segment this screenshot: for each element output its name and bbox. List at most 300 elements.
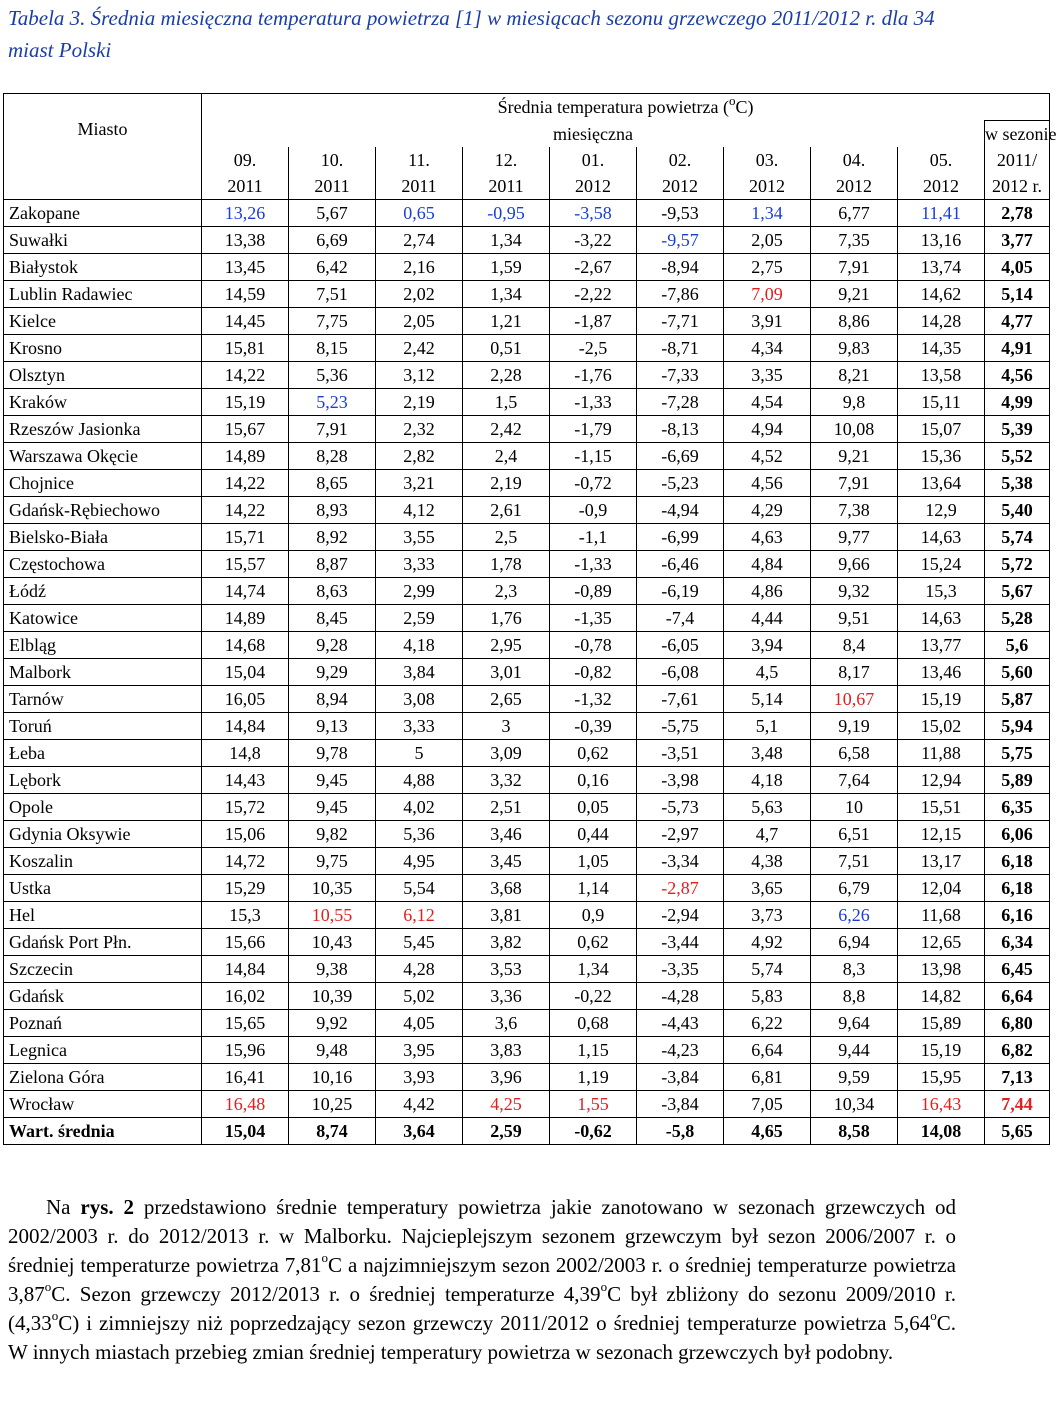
month-value-cell: -1,15 bbox=[550, 443, 637, 470]
month-value-cell: 12,65 bbox=[898, 929, 985, 956]
table-header bbox=[4, 93, 1056, 200]
month-value-cell: 4,44 bbox=[724, 605, 811, 632]
table-row bbox=[4, 929, 1050, 956]
month-value-cell: 7,91 bbox=[811, 254, 898, 281]
month-value-cell: 9,75 bbox=[289, 848, 376, 875]
month-value-cell: 9,28 bbox=[289, 632, 376, 659]
month-value-cell: 15,67 bbox=[202, 416, 289, 443]
city-cell: Gdańsk bbox=[4, 983, 202, 1010]
month-value-cell: -2,94 bbox=[637, 902, 724, 929]
month-value-cell: 1,34 bbox=[550, 956, 637, 983]
month-value-cell: 4,34 bbox=[724, 335, 811, 362]
month-header-5 bbox=[637, 147, 724, 200]
month-value-cell: 9,29 bbox=[289, 659, 376, 686]
city-cell: Olsztyn bbox=[4, 362, 202, 389]
month-value-cell: 0,44 bbox=[550, 821, 637, 848]
month-value-cell: -0,82 bbox=[550, 659, 637, 686]
month-value-cell: 0,9 bbox=[550, 902, 637, 929]
month-value-cell: 3,82 bbox=[463, 929, 550, 956]
month-value-cell: 3,45 bbox=[463, 848, 550, 875]
month-value-cell: -3,84 bbox=[637, 1064, 724, 1091]
month-value-cell: 6,77 bbox=[811, 200, 898, 227]
table-row bbox=[4, 902, 1050, 929]
month-value-cell: 15,02 bbox=[898, 713, 985, 740]
season-value-cell: 6,34 bbox=[985, 929, 1050, 956]
month-value-cell: 9,21 bbox=[811, 281, 898, 308]
month-value-cell: 2,3 bbox=[463, 578, 550, 605]
month-value-cell: 5,63 bbox=[724, 794, 811, 821]
month-value-cell: 6,94 bbox=[811, 929, 898, 956]
month-value-cell: 8,21 bbox=[811, 362, 898, 389]
month-value-cell: -1,79 bbox=[550, 416, 637, 443]
month-label: 02. bbox=[668, 150, 692, 170]
month-value-cell: 6,51 bbox=[811, 821, 898, 848]
month-value-cell: 15,81 bbox=[202, 335, 289, 362]
month-value-cell: 3,91 bbox=[724, 308, 811, 335]
month-value-cell: 0,05 bbox=[550, 794, 637, 821]
month-value-cell: 15,36 bbox=[898, 443, 985, 470]
month-value-cell: 4,28 bbox=[376, 956, 463, 983]
month-value-cell: 15,11 bbox=[898, 389, 985, 416]
month-value-cell: 3,53 bbox=[463, 956, 550, 983]
month-value-cell: 10,67 bbox=[811, 686, 898, 713]
table-row bbox=[4, 1091, 1050, 1118]
month-value-cell: 15,19 bbox=[202, 389, 289, 416]
month-value-cell: 3,33 bbox=[376, 713, 463, 740]
month-header-2 bbox=[376, 147, 463, 200]
month-value-cell: -5,8 bbox=[637, 1118, 724, 1145]
month-value-cell: 14,28 bbox=[898, 308, 985, 335]
month-value-cell: 4,18 bbox=[376, 632, 463, 659]
month-value-cell: 3 bbox=[463, 713, 550, 740]
city-cell: Rzeszów Jasionka bbox=[4, 416, 202, 443]
month-value-cell: 4,18 bbox=[724, 767, 811, 794]
month-value-cell: 9,66 bbox=[811, 551, 898, 578]
season-value-cell: 4,56 bbox=[985, 362, 1050, 389]
year-label: 2012 r. bbox=[992, 176, 1043, 196]
month-header-8 bbox=[898, 147, 985, 200]
month-value-cell: 4,86 bbox=[724, 578, 811, 605]
month-value-cell: 9,48 bbox=[289, 1037, 376, 1064]
month-value-cell: 14,62 bbox=[898, 281, 985, 308]
month-value-cell: 7,09 bbox=[724, 281, 811, 308]
year-label: 2011 bbox=[401, 176, 437, 196]
month-value-cell: 8,93 bbox=[289, 497, 376, 524]
month-value-cell: 10,25 bbox=[289, 1091, 376, 1118]
month-value-cell: 6,22 bbox=[724, 1010, 811, 1037]
month-value-cell: 0,62 bbox=[550, 740, 637, 767]
city-cell: Szczecin bbox=[4, 956, 202, 983]
month-value-cell: 5,02 bbox=[376, 983, 463, 1010]
month-value-cell: 2,74 bbox=[376, 227, 463, 254]
month-value-cell: 9,32 bbox=[811, 578, 898, 605]
month-value-cell: 9,92 bbox=[289, 1010, 376, 1037]
month-value-cell: -3,84 bbox=[637, 1091, 724, 1118]
season-value-cell: 5,65 bbox=[985, 1118, 1050, 1145]
month-value-cell: 3,55 bbox=[376, 524, 463, 551]
month-value-cell: 14,74 bbox=[202, 578, 289, 605]
body-paragraph: Na rys. 2 przedstawiono średnie temperatury powietrza jakie zanotowano w sezonach grzewczych od 2002/2003 r. do 2012/2013 r. w Malborku. Najcieplejszym sezonem grzewczym był sezon 2006/2007 r. o średniej temperaturze powietrza 7,81$^o$C a najzimniejszym sezon 2002/2003 r. o średniej temperaturze powietrza 3,87$^o$C. Sezon grzewczy 2012/2013 r. o średniej temperaturze 4,39$^o$C był zbliżony do sezonu 2009/2010 r. (4,33$^o$C) i zimniejszy niż poprzedzający sezon grzewczy 2011/2012 o średniej temperaturze powietrza 5,64$^o$C. W innych miastach przebieg zmian średniej temperatury powietrza w sezonach grzewczych był podobny. bbox=[8, 1195, 956, 1364]
month-value-cell: -0,39 bbox=[550, 713, 637, 740]
city-cell: Koszalin bbox=[4, 848, 202, 875]
month-value-cell: 9,51 bbox=[811, 605, 898, 632]
month-value-cell: 12,94 bbox=[898, 767, 985, 794]
month-value-cell: 2,19 bbox=[463, 470, 550, 497]
month-value-cell: 15,51 bbox=[898, 794, 985, 821]
month-value-cell: 4,92 bbox=[724, 929, 811, 956]
month-value-cell: 14,59 bbox=[202, 281, 289, 308]
month-value-cell: 5,83 bbox=[724, 983, 811, 1010]
city-cell: Poznań bbox=[4, 1010, 202, 1037]
month-value-cell: -1,32 bbox=[550, 686, 637, 713]
month-value-cell: 0,51 bbox=[463, 335, 550, 362]
month-value-cell: -2,22 bbox=[550, 281, 637, 308]
month-header-1 bbox=[289, 147, 376, 200]
month-value-cell: 2,61 bbox=[463, 497, 550, 524]
year-label: 2011 bbox=[227, 176, 263, 196]
month-value-cell: 13,98 bbox=[898, 956, 985, 983]
month-value-cell: 2,82 bbox=[376, 443, 463, 470]
month-value-cell: 14,22 bbox=[202, 470, 289, 497]
city-cell: Gdańsk Port Płn. bbox=[4, 929, 202, 956]
month-value-cell: 6,26 bbox=[811, 902, 898, 929]
season-value-cell: 6,82 bbox=[985, 1037, 1050, 1064]
month-value-cell: 0,16 bbox=[550, 767, 637, 794]
month-value-cell: 1,14 bbox=[550, 875, 637, 902]
month-value-cell: 9,64 bbox=[811, 1010, 898, 1037]
month-value-cell: 10,08 bbox=[811, 416, 898, 443]
month-label: 01. bbox=[581, 150, 605, 170]
month-value-cell: -2,5 bbox=[550, 335, 637, 362]
month-value-cell: 8,15 bbox=[289, 335, 376, 362]
table-row bbox=[4, 632, 1050, 659]
month-value-cell: 10,55 bbox=[289, 902, 376, 929]
season-value-cell: 5,38 bbox=[985, 470, 1050, 497]
month-value-cell: 8,17 bbox=[811, 659, 898, 686]
month-value-cell: 9,45 bbox=[289, 767, 376, 794]
month-value-cell: 13,64 bbox=[898, 470, 985, 497]
season-value-cell: 7,13 bbox=[985, 1064, 1050, 1091]
month-value-cell: 15,57 bbox=[202, 551, 289, 578]
month-value-cell: 9,38 bbox=[289, 956, 376, 983]
month-value-cell: 5,54 bbox=[376, 875, 463, 902]
month-value-cell: 13,38 bbox=[202, 227, 289, 254]
month-value-cell: 5,67 bbox=[289, 200, 376, 227]
month-value-cell: 2,99 bbox=[376, 578, 463, 605]
month-value-cell: 12,04 bbox=[898, 875, 985, 902]
temperature-table bbox=[3, 93, 1056, 1145]
month-value-cell: 5,36 bbox=[376, 821, 463, 848]
month-value-cell: 1,55 bbox=[550, 1091, 637, 1118]
table-row bbox=[4, 821, 1050, 848]
table-body bbox=[4, 200, 1050, 1145]
month-value-cell: -4,94 bbox=[637, 497, 724, 524]
month-value-cell: 14,45 bbox=[202, 308, 289, 335]
month-value-cell: -1,35 bbox=[550, 605, 637, 632]
month-value-cell: 0,68 bbox=[550, 1010, 637, 1037]
month-value-cell: 3,36 bbox=[463, 983, 550, 1010]
city-cell: Tarnów bbox=[4, 686, 202, 713]
month-value-cell: 10,39 bbox=[289, 983, 376, 1010]
table-row bbox=[4, 470, 1050, 497]
month-value-cell: -1,76 bbox=[550, 362, 637, 389]
month-value-cell: 2,02 bbox=[376, 281, 463, 308]
season-value-cell: 2,78 bbox=[985, 200, 1050, 227]
month-value-cell: 3,84 bbox=[376, 659, 463, 686]
month-value-cell: 9,19 bbox=[811, 713, 898, 740]
year-label: 2011 bbox=[488, 176, 524, 196]
month-value-cell: 14,68 bbox=[202, 632, 289, 659]
month-value-cell: 7,64 bbox=[811, 767, 898, 794]
month-value-cell: 13,46 bbox=[898, 659, 985, 686]
table-row bbox=[4, 740, 1050, 767]
month-value-cell: 5,1 bbox=[724, 713, 811, 740]
month-header-7 bbox=[811, 147, 898, 200]
month-value-cell: 8,45 bbox=[289, 605, 376, 632]
month-value-cell: -7,28 bbox=[637, 389, 724, 416]
city-cell: Legnica bbox=[4, 1037, 202, 1064]
month-value-cell: -1,33 bbox=[550, 389, 637, 416]
city-cell: Bielsko-Biała bbox=[4, 524, 202, 551]
month-value-cell: 8,3 bbox=[811, 956, 898, 983]
month-value-cell: 7,35 bbox=[811, 227, 898, 254]
month-value-cell: 10,16 bbox=[289, 1064, 376, 1091]
month-value-cell: -0,9 bbox=[550, 497, 637, 524]
month-value-cell: -1,1 bbox=[550, 524, 637, 551]
table-row bbox=[4, 848, 1050, 875]
month-value-cell: -6,46 bbox=[637, 551, 724, 578]
month-value-cell: 1,34 bbox=[463, 227, 550, 254]
month-value-cell: 15,29 bbox=[202, 875, 289, 902]
month-value-cell: 8,87 bbox=[289, 551, 376, 578]
month-value-cell: 4,54 bbox=[724, 389, 811, 416]
month-value-cell: 7,75 bbox=[289, 308, 376, 335]
city-cell: Opole bbox=[4, 794, 202, 821]
month-value-cell: -3,44 bbox=[637, 929, 724, 956]
month-header-6 bbox=[724, 147, 811, 200]
table-row bbox=[4, 416, 1050, 443]
month-value-cell: 4,56 bbox=[724, 470, 811, 497]
month-value-cell: 3,73 bbox=[724, 902, 811, 929]
table-row bbox=[4, 362, 1050, 389]
month-value-cell: 4,25 bbox=[463, 1091, 550, 1118]
season-value-cell: 5,74 bbox=[985, 524, 1050, 551]
month-value-cell: 3,33 bbox=[376, 551, 463, 578]
city-cell: Łódź bbox=[4, 578, 202, 605]
month-value-cell: -7,4 bbox=[637, 605, 724, 632]
month-value-cell: 10 bbox=[811, 794, 898, 821]
table-row bbox=[4, 1010, 1050, 1037]
month-value-cell: -0,72 bbox=[550, 470, 637, 497]
month-value-cell: 6,58 bbox=[811, 740, 898, 767]
season-value-cell: 5,52 bbox=[985, 443, 1050, 470]
month-value-cell: 0,65 bbox=[376, 200, 463, 227]
month-label: 04. bbox=[842, 150, 866, 170]
month-value-cell: 9,45 bbox=[289, 794, 376, 821]
month-value-cell: 3,32 bbox=[463, 767, 550, 794]
month-value-cell: -8,13 bbox=[637, 416, 724, 443]
month-value-cell: -6,05 bbox=[637, 632, 724, 659]
city-cell: Gdańsk-Rębiechowo bbox=[4, 497, 202, 524]
month-value-cell: 15,04 bbox=[202, 1118, 289, 1145]
month-value-cell: 3,12 bbox=[376, 362, 463, 389]
month-value-cell: -3,22 bbox=[550, 227, 637, 254]
year-label: 2012 bbox=[662, 176, 698, 196]
month-value-cell: 15,06 bbox=[202, 821, 289, 848]
month-value-cell: 4,7 bbox=[724, 821, 811, 848]
month-value-cell: 2,65 bbox=[463, 686, 550, 713]
month-value-cell: 14,63 bbox=[898, 605, 985, 632]
month-value-cell: -4,28 bbox=[637, 983, 724, 1010]
month-value-cell: 4,63 bbox=[724, 524, 811, 551]
month-value-cell: 6,81 bbox=[724, 1064, 811, 1091]
month-value-cell: 8,92 bbox=[289, 524, 376, 551]
month-value-cell: 7,51 bbox=[289, 281, 376, 308]
month-value-cell: 15,71 bbox=[202, 524, 289, 551]
month-value-cell: 9,13 bbox=[289, 713, 376, 740]
month-value-cell: 9,21 bbox=[811, 443, 898, 470]
month-label: 05. bbox=[929, 150, 953, 170]
month-value-cell: -6,08 bbox=[637, 659, 724, 686]
month-value-cell: 6,79 bbox=[811, 875, 898, 902]
city-cell: Krosno bbox=[4, 335, 202, 362]
season-value-cell: 6,06 bbox=[985, 821, 1050, 848]
table-row bbox=[4, 227, 1050, 254]
month-value-cell: -2,67 bbox=[550, 254, 637, 281]
month-value-cell: 1,15 bbox=[550, 1037, 637, 1064]
month-value-cell: -4,43 bbox=[637, 1010, 724, 1037]
month-value-cell: 14,82 bbox=[898, 983, 985, 1010]
month-value-cell: 8,28 bbox=[289, 443, 376, 470]
month-value-cell: 3,21 bbox=[376, 470, 463, 497]
month-value-cell: 4,38 bbox=[724, 848, 811, 875]
month-value-cell: 5,14 bbox=[724, 686, 811, 713]
month-value-cell: 8,4 bbox=[811, 632, 898, 659]
month-value-cell: -3,98 bbox=[637, 767, 724, 794]
month-value-cell: -0,78 bbox=[550, 632, 637, 659]
month-value-cell: 3,08 bbox=[376, 686, 463, 713]
month-value-cell: 4,5 bbox=[724, 659, 811, 686]
table-row bbox=[4, 875, 1050, 902]
month-value-cell: 5,74 bbox=[724, 956, 811, 983]
month-value-cell: 4,88 bbox=[376, 767, 463, 794]
month-value-cell: 16,41 bbox=[202, 1064, 289, 1091]
city-cell: Toruń bbox=[4, 713, 202, 740]
season-value-cell: 5,14 bbox=[985, 281, 1050, 308]
month-value-cell: 10,35 bbox=[289, 875, 376, 902]
month-value-cell: 3,46 bbox=[463, 821, 550, 848]
month-value-cell: 13,17 bbox=[898, 848, 985, 875]
city-cell: Wrocław bbox=[4, 1091, 202, 1118]
month-value-cell: 15,89 bbox=[898, 1010, 985, 1037]
month-label: 03. bbox=[755, 150, 779, 170]
month-value-cell: 6,12 bbox=[376, 902, 463, 929]
month-value-cell: 4,65 bbox=[724, 1118, 811, 1145]
table-row bbox=[4, 983, 1050, 1010]
season-value-cell: 5,75 bbox=[985, 740, 1050, 767]
month-value-cell: -5,75 bbox=[637, 713, 724, 740]
month-value-cell: 1,5 bbox=[463, 389, 550, 416]
month-value-cell: 15,66 bbox=[202, 929, 289, 956]
month-value-cell: -7,61 bbox=[637, 686, 724, 713]
month-value-cell: 9,77 bbox=[811, 524, 898, 551]
group-title: Średnia temperatura powietrza ($^o$C) bbox=[202, 94, 1050, 121]
season-value-cell: 5,72 bbox=[985, 551, 1050, 578]
month-value-cell: 8,58 bbox=[811, 1118, 898, 1145]
month-value-cell: 3,09 bbox=[463, 740, 550, 767]
month-value-cell: -6,99 bbox=[637, 524, 724, 551]
month-value-cell: 3,81 bbox=[463, 902, 550, 929]
month-value-cell: -9,53 bbox=[637, 200, 724, 227]
city-cell: Łeba bbox=[4, 740, 202, 767]
month-value-cell: 7,91 bbox=[811, 470, 898, 497]
month-value-cell: 6,64 bbox=[724, 1037, 811, 1064]
month-header-0 bbox=[202, 147, 289, 200]
month-value-cell: 2,4 bbox=[463, 443, 550, 470]
table-row bbox=[4, 497, 1050, 524]
month-value-cell: 4,42 bbox=[376, 1091, 463, 1118]
month-value-cell: 15,24 bbox=[898, 551, 985, 578]
month-value-cell: 9,44 bbox=[811, 1037, 898, 1064]
table-row bbox=[4, 389, 1050, 416]
month-value-cell: 14,72 bbox=[202, 848, 289, 875]
month-value-cell: 2,05 bbox=[376, 308, 463, 335]
month-value-cell: 8,94 bbox=[289, 686, 376, 713]
month-value-cell: 4,05 bbox=[376, 1010, 463, 1037]
month-value-cell: 3,93 bbox=[376, 1064, 463, 1091]
month-value-cell: 5,45 bbox=[376, 929, 463, 956]
city-cell: Wart. średnia bbox=[4, 1118, 202, 1145]
city-cell: Zielona Góra bbox=[4, 1064, 202, 1091]
month-value-cell: 2,42 bbox=[463, 416, 550, 443]
month-value-cell: 7,51 bbox=[811, 848, 898, 875]
month-value-cell: 2,05 bbox=[724, 227, 811, 254]
month-value-cell: 3,68 bbox=[463, 875, 550, 902]
month-value-cell: -7,86 bbox=[637, 281, 724, 308]
month-value-cell: 3,96 bbox=[463, 1064, 550, 1091]
month-value-cell: 9,83 bbox=[811, 335, 898, 362]
season-subheader: w sezonie bbox=[985, 121, 1050, 148]
month-value-cell: 8,86 bbox=[811, 308, 898, 335]
month-value-cell: -8,71 bbox=[637, 335, 724, 362]
table-row bbox=[4, 200, 1050, 227]
month-value-cell: 1,34 bbox=[724, 200, 811, 227]
month-value-cell: -3,58 bbox=[550, 200, 637, 227]
table-row bbox=[4, 524, 1050, 551]
table-row bbox=[4, 659, 1050, 686]
month-value-cell: -0,62 bbox=[550, 1118, 637, 1145]
season-value-cell: 4,99 bbox=[985, 389, 1050, 416]
month-value-cell: 3,6 bbox=[463, 1010, 550, 1037]
month-value-cell: 1,76 bbox=[463, 605, 550, 632]
season-value-cell: 4,05 bbox=[985, 254, 1050, 281]
month-value-cell: -1,87 bbox=[550, 308, 637, 335]
month-value-cell: 14,08 bbox=[898, 1118, 985, 1145]
month-value-cell: -3,35 bbox=[637, 956, 724, 983]
month-value-cell: 14,84 bbox=[202, 713, 289, 740]
month-value-cell: 4,02 bbox=[376, 794, 463, 821]
month-value-cell: -5,23 bbox=[637, 470, 724, 497]
month-value-cell: 2,32 bbox=[376, 416, 463, 443]
month-value-cell: 14,89 bbox=[202, 605, 289, 632]
month-value-cell: 16,02 bbox=[202, 983, 289, 1010]
month-value-cell: 16,43 bbox=[898, 1091, 985, 1118]
month-value-cell: 3,35 bbox=[724, 362, 811, 389]
month-value-cell: 2,16 bbox=[376, 254, 463, 281]
month-value-cell: 11,68 bbox=[898, 902, 985, 929]
city-cell: Warszawa Okęcie bbox=[4, 443, 202, 470]
month-value-cell: 1,34 bbox=[463, 281, 550, 308]
